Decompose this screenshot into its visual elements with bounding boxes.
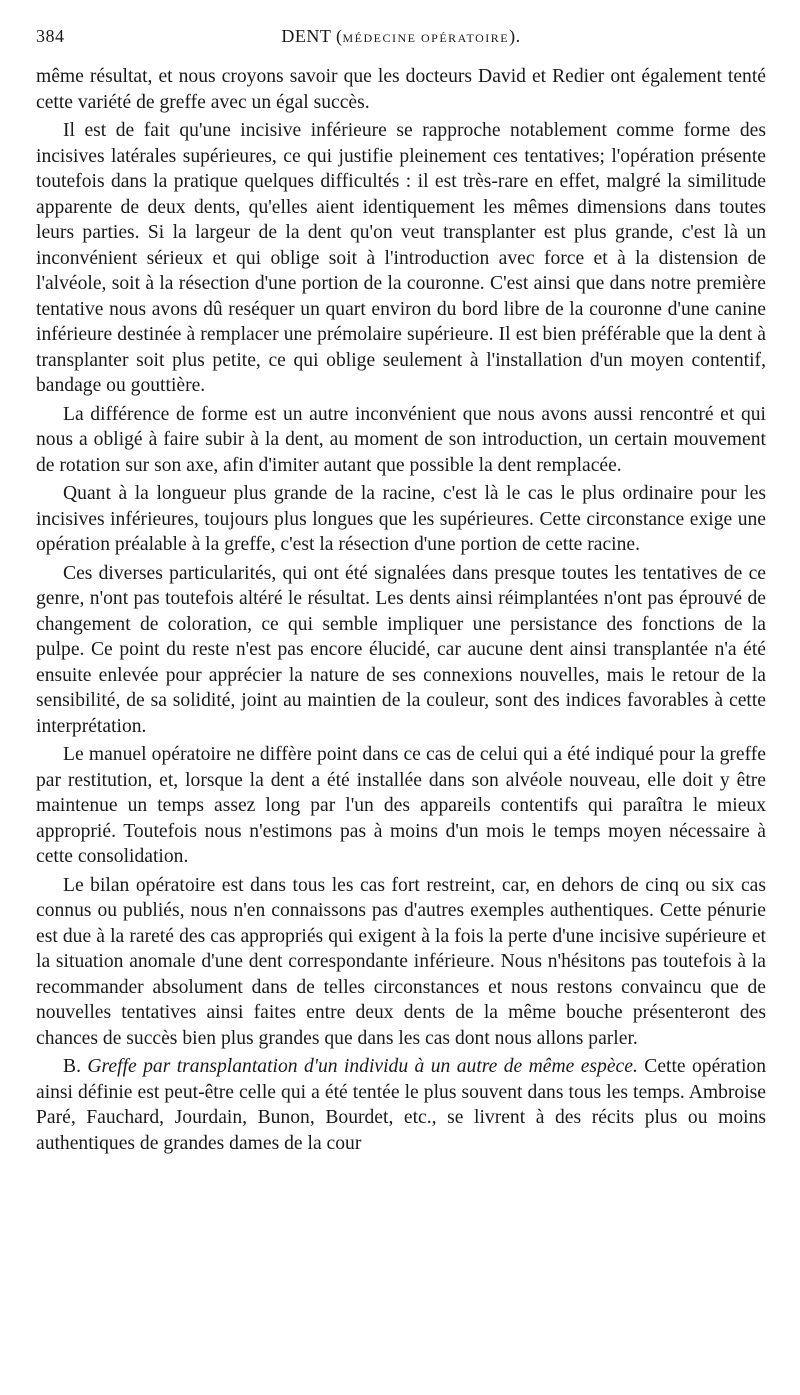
running-title-sub: MÉDECINE OPÉRATOIRE <box>342 31 510 45</box>
body-text <box>36 64 766 1156</box>
running-header <box>36 26 766 56</box>
section-letter: B. <box>63 1056 81 1077</box>
paragraph: La différence de forme est un autre inconvénient que nous avons aussi rencontré et qui nous a obligé à faire subir à la dent, au moment de son introduction, un certain mouvement de rotation sur son axe, afin d'imiter autant que possible la dent remplacée. <box>36 403 766 476</box>
section-heading: Greffe par transplantation d'un individu à un autre de même espèce. <box>87 1056 638 1077</box>
paragraph: Quant à la longueur plus grande de la racine, c'est là le cas le plus ordinaire pour les incisives inférieures, toujours plus longues que les supérieures. Cette circonstance exige une opération préalable à la greffe, c'est la résection d'une portion de cette racine. <box>36 483 766 555</box>
paragraph: Le bilan opératoire est dans tous les cas fort restreint, car, en dehors de cinq ou six cas connus ou publiés, nous n'en connaissons pas d'autres exemples authentiques. Cette pénurie est due à la rareté des cas appropriés qui exigent à la fois la perte d'une incisive supérieure et la situation anomale d'une dent correspondante inférieure. Nous n'hésitons pas toutefois à la recommander absolument dans de telles circonstances et nous restons convaincu que de nouvelles tentatives ainsi faites entre deux dents de la même bouche présenteront des chances de succès bien plus grandes que dans les cas dont nous allons parler. <box>36 874 766 1049</box>
page-number: 384 <box>36 26 65 46</box>
section-b-paragraph <box>36 1054 766 1156</box>
section-b-text: Cette opération ainsi définie est peut-être celle qui a été tentée le plus souvent dans tous les temps. Ambroise Paré, Fauchard, Jourdain, Bunon, Bourdet, etc., se livrent à des récits plus ou moins authentiques de grandes dames de la cour <box>36 1056 766 1154</box>
paragraph: Le manuel opératoire ne diffère point dans ce cas de celui qui a été indiqué pour la greffe par restitution, et, lorsque la dent a été installée dans son alvéole nouveau, elle doit y être maintenue un temps assez long par l'un des appareils contentifs qui paraîtra le mieux approprié. Toutefois nous n'estimons pas à moins d'un mois le temps moyen nécessaire à cette consolidation. <box>36 744 766 867</box>
running-title <box>36 26 766 47</box>
running-title-main: DENT ( <box>281 26 343 46</box>
running-title-end: ). <box>509 26 521 46</box>
paragraph-continued: même résultat, et nous croyons savoir que les docteurs David et Redier ont également tenté cette variété de greffe avec un égal succès. <box>36 66 766 113</box>
book-page <box>36 26 766 1156</box>
paragraph: Ces diverses particularités, qui ont été signalées dans presque toutes les tentatives de ce genre, n'ont pas toutefois altéré le résultat. Les dents ainsi réimplantées n'ont pas éprouvé de changement de coloration, ce qui semble impliquer une persistance des fonctions de la pulpe. Ce point du reste n'est pas encore élucidé, car aucune dent ainsi transplantée n'a été ensuite enlevée pour apprécier la nature de ses connexions nouvelles, mais le retour de la sensibilité, de sa solidité, joint au maintien de la couleur, sont des indices favorables à cette interprétation. <box>36 562 766 737</box>
paragraph: Il est de fait qu'une incisive inférieure se rapproche notablement comme forme des incisives latérales supérieures, ce qui justifie pleinement ces tentatives; l'opération présente toutefois dans la pratique quelques difficultés : il est très-rare en effet, malgré la similitude apparente de deux dents, qu'elles aient identiquement les mêmes dimensions dans toutes leurs parties. Si la largeur de la dent qu'on veut transplanter est plus grande, c'est là un inconvénient sérieux et qui oblige soit à l'introduction avec force et à la distension de l'alvéole, soit à la résection d'une portion de la couronne. C'est ainsi que dans notre première tentative nous avons dû reséquer un quart environ du bord libre de la couronne d'une canine inférieure destinée à remplacer une prémolaire supérieure. Il est bien préférable que la dent à transplanter soit plus petite, ce qui oblige seulement à l'installation d'un moyen contentif, bandage ou gouttière. <box>36 120 766 396</box>
